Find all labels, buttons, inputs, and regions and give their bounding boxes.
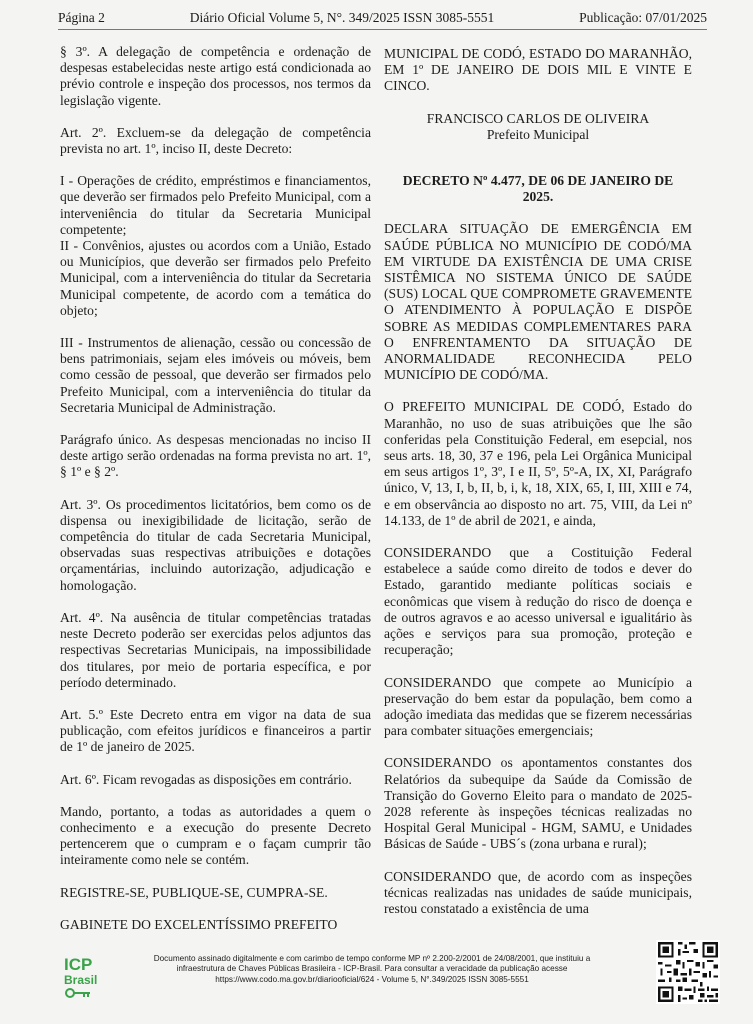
paragraph: II - Convênios, ajustes ou acordos com a União, Estado ou Municípios, que deverão ser firmados pelo Prefeito Municipal, com a interveniência do titular da Secretaria Municipal competente, de acordo com a temática do objeto; [60, 238, 371, 318]
icp-brasil-logo [60, 950, 112, 1002]
paragraph: CONSIDERANDO que compete ao Município a preservação do bem estar da população, bem como a adoção imediata das medidas que se fizerem necessárias para combater situações emergenciais; [384, 674, 692, 739]
publication-date: Publicação: 07/01/2025 [579, 10, 707, 25]
journal-info: Diário Oficial Volume 5, N°. 349/2025 ISSN 3085-5551 [189, 10, 495, 25]
paragraph: Art. 6º. Ficam revogadas as disposições em contrário. [60, 771, 352, 787]
signer-role: Prefeito Municipal [486, 126, 590, 142]
footer-line: infraestrutura de Chaves Públicas Brasileira - ICP-Brasil. Para consultar a veracidade da publicação acesse [176, 964, 568, 974]
right-column [384, 46, 692, 933]
paragraph: Mando, portanto, a todas as autoridades a quem o conhecimento e a execução do presente Decreto pertencerem que o cumpram e o façam cumprir tão inteiramente como nele se contém. [60, 803, 371, 868]
paragraph: Art. 3º. Os procedimentos licitatórios, bem como os de dispensa ou inexigibilidade de licitação, serão de competência do titular de cada Secretaria Municipal, observadas suas respectivas atribuições e dotações orçamentárias, incluindo autorização, adjudicação e homologação. [60, 496, 371, 593]
paragraph: CONSIDERANDO os apontamentos constantes dos Relatórios da subequipe da Saúde da Comissão de Transição do Governo Eleito para o mandato de 2025-2028 referente às inspeções técnicas realizadas no Hospital Geral Municipal - HGM, SAMU, e Unidades Básicas de Saúde - UBS´s (zona urbana e rural); [384, 755, 692, 852]
paragraph: CONSIDERANDO que a Costituição Federal estabelece a saúde como direito de todos e dever do Estado, garantido mediante políticas sociais e econômicas que visem à redução do risco de doença e de outros agravos e ao acesso universal e igualitário às ações e serviços para sua promoção, proteção e recuperação; [384, 545, 692, 658]
paragraph: GABINETE DO EXCELENTÍSSIMO PREFEITO [60, 916, 338, 932]
svg-text:Brasil: Brasil [64, 973, 98, 987]
paragraph: Art. 2º. Excluem-se da delegação de competência prevista no art. 1º, inciso II, deste Decreto: [60, 124, 371, 157]
page-header [58, 4, 707, 30]
paragraph: I - Operações de crédito, empréstimos e financiamentos, que deverão ser firmados pelo Prefeito Municipal, com a interveniência do titular da Secretaria Municipal competente; [60, 173, 371, 237]
paragraph: Parágrafo único. As despesas mencionadas no inciso II deste artigo serão ordenadas na forma prevista no art. 1º, § 1º e § 2º. [60, 432, 371, 480]
svg-text:ICP: ICP [64, 955, 93, 974]
paragraph: III - Instrumentos de alienação, cessão ou concessão de bens patrimoniais, sejam eles imóveis ou móveis, bem como cessão de pessoal, que deverão ser firmados pelo Prefeito Municipal, com a interveniência do titular da Secretaria Municipal de Administração. [60, 335, 371, 415]
left-column [60, 44, 371, 949]
signer-name: FRANCISCO CARLOS DE OLIVEIRA [426, 110, 650, 126]
page-number: Página 2 [58, 10, 105, 25]
decree-summary: DECLARA SITUAÇÃO DE EMERGÊNCIA EM SAÚDE PÚBLICA NO MUNICÍPIO DE CODÓ/MA EM VIRTUDE DA EXISTÊNCIA DE UMA CRISE SISTÊMICA NO SISTEMA ÚNICO DE SAÚDE (SUS) LOCAL QUE COMPROMETE GRAVEMENTE O ATENDIMENTO À POPULAÇÃO E DISPÕE SOBRE AS MEDIDAS COMPLEMENTARES PARA O ENFRENTAMENTO DA SITUAÇÃO DE ANORMALIDADE RECONHECIDA PELO MUNICÍPIO DE CODÓ/MA. [384, 221, 692, 383]
paragraph: Art. 5.º Este Decreto entra em vigor na data de sua publicação, com efeitos jurídicos e financeiros a partir de 1º de janeiro de 2025. [60, 706, 371, 755]
footer-line: https://www.codo.ma.gov.br/diariooficial/624 - Volume 5, N°.349/2025 ISSN 3085-5551 [215, 974, 529, 984]
paragraph: CONSIDERANDO que, de acordo com as inspeções técnicas realizadas nas unidades de saúde municipais, restou constatado a existência de uma [384, 868, 692, 916]
decree-title: DECRETO Nº 4.477, DE 06 DE JANEIRO DE 2025. [402, 173, 674, 205]
paragraph: § 3º. A delegação de competência e ordenação de despesas estabelecidas neste artigo está condicionada ao prévio controle e inspeção dos processos, nos termos da legislação vigente. [60, 44, 371, 108]
paragraph: MUNICIPAL DE CODÓ, ESTADO DO MARANHÃO, EM 1º DE JANEIRO DE DOIS MIL E VINTE E CINCO. [384, 46, 692, 94]
footer-line: Documento assinado digitalmente e com carimbo de tempo conforme MP nº 2.200-2/2001 de 24/08/2001, que instituiu a [153, 954, 591, 963]
footer-text [112, 954, 632, 985]
paragraph: Art. 4º. Na ausência de titular competências tratadas neste Decreto poderão ser exercidas pelos adjuntos das respectivas Secretarias Municipais, na impossibilidade dos titulares, por meio de portaria específica, e por período determinado. [60, 609, 371, 690]
paragraph: O PREFEITO MUNICIPAL DE CODÓ, Estado do Maranhão, no uso de suas atribuições que lhe são conferidas pela Constituição Federal, em esepcial, nos seus arts. 18, 30, 37 e 196, pela Lei Orgânica Municipal em seus artigos 1º, 3º, I e II, 5º, 5º-A, IX, XI, Parágrafo único, V, 13, I, b, II, b, i, k, 18, XIX, 65, I, III, XIII e 74, e em observância ao disposto no art. 75, VIII, da Lei nº 14.133, de 1º de abril de 2021, e ainda, [384, 399, 692, 528]
qr-code-icon [656, 940, 720, 1004]
paragraph: REGISTRE-SE, PUBLIQUE-SE, CUMPRA-SE. [60, 884, 328, 900]
page-footer [60, 948, 700, 1008]
